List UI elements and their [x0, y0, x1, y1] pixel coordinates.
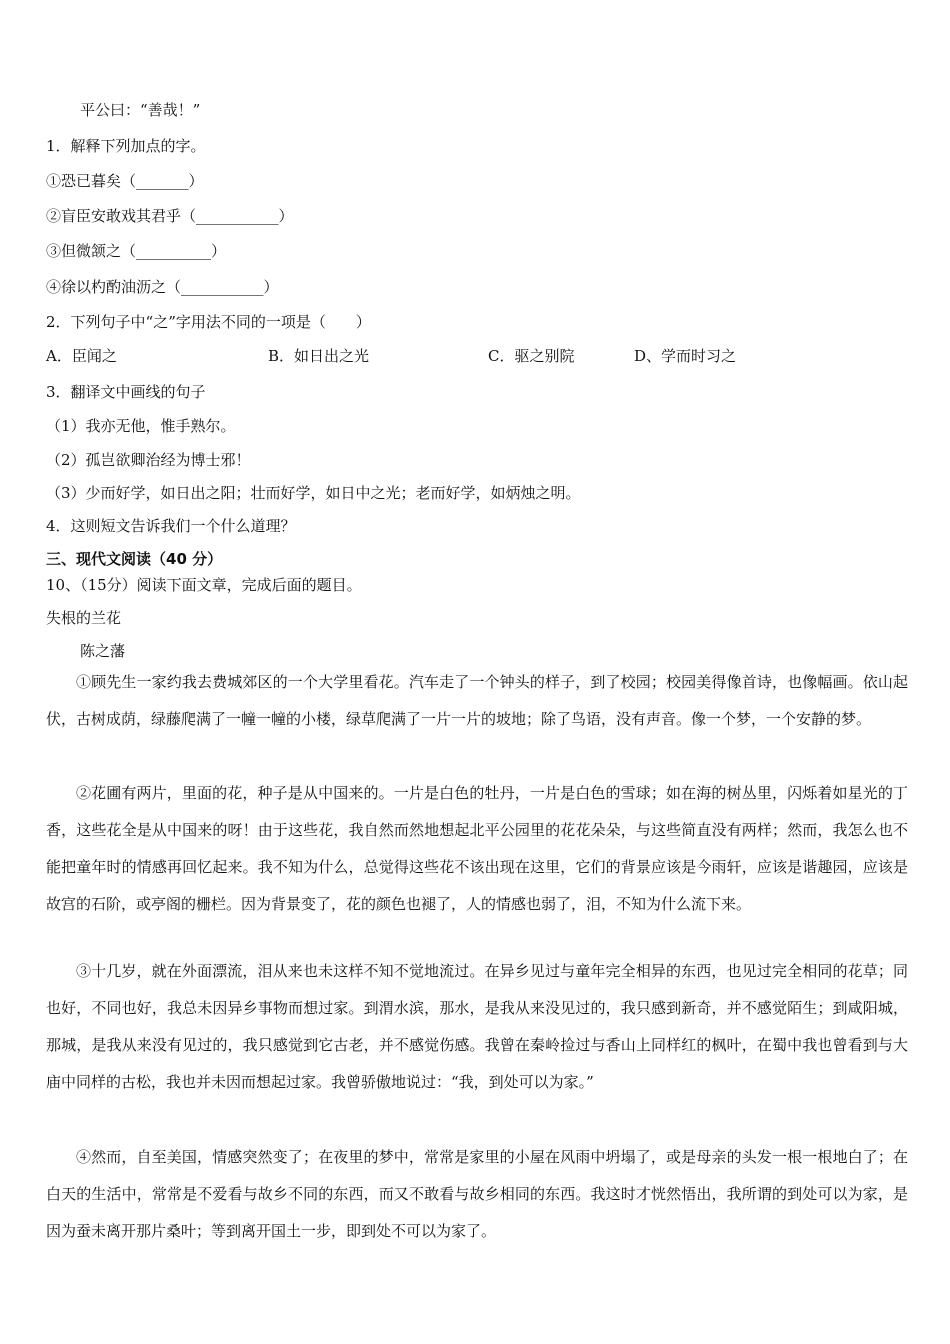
- article-paragraph: ①顾先生一家约我去费城郊区的一个大学里看花。汽车走了一个钟头的样子，到了校园；校园美得像首诗，也像幅画。依山起伏，古树成荫，绿藤爬满了一幢一幢的小楼，绿草爬满了一片一片的坡地；除了鸟语，没有声音。像一个梦，一个安静的梦。: [46, 673, 908, 728]
- q3-title: 3．翻译文中画线的句子: [46, 383, 206, 401]
- q3-item: （1）我亦无他，惟手熟尔。: [46, 417, 236, 435]
- q3-item: （3）少而好学，如日出之阳；壮而好学，如日中之光；老而好学，如炳烛之明。: [46, 484, 581, 502]
- q2-option-c: C．驱之别院: [488, 347, 575, 365]
- section-question: 10、（15分）阅读下面文章，完成后面的题目。: [46, 576, 362, 594]
- q2-option-d: D、学而时习之: [634, 347, 737, 365]
- article-paragraph: ③十几岁，就在外面漂流，泪从来也未这样不知不觉地流过。在异乡见过与童年完全相异的东西，也见过完全相同的花草；同也好，不同也好，我总未因异乡事物而想过家。到渭水滨，那水，是我从来没见过的，我只感到新奇，并不感觉陌生；到咸阳城，那城，是我从来没有见过的，我只感觉到它古老，并不感觉伤感。我曾在秦岭捡过与香山上同样红的枫叶，在蜀中我也曾看到与大庙中同样的古松，我也并未因而想起过家。我曾骄傲地说过：“我，到处可以为家。”: [46, 962, 908, 1091]
- article-paragraph: ④然而，自至美国，情感突然变了；在夜里的梦中，常常是家里的小屋在风雨中坍塌了，或是母亲的头发一根一根地白了；在白天的生活中，常常是不爱看与故乡不同的东西，而又不敢看与故乡相同的东西。我这时才恍然悟出，我所谓的到处可以为家，是因为蚕未离开那片桑叶；等到离开国土一步，即到处不可以为家了。: [46, 1148, 908, 1240]
- opening-line: 平公曰：“善哉！”: [80, 101, 201, 119]
- q3-item: （2）孤岂欲卿治经为博士邪！: [46, 451, 251, 469]
- q2-option-a: A．臣闻之: [46, 347, 117, 365]
- article-author: 陈之藩: [80, 642, 126, 660]
- q1-item: ③但微颔之（__________）: [46, 242, 227, 260]
- article-paragraph: ②花圃有两片，里面的花，种子是从中国来的。一片是白色的牡丹，一片是白色的雪球；如在海的树丛里，闪烁着如星光的丁香，这些花全是从中国来的呀！由于这些花，我自然而然地想起北平公园里的花花朵朵，与这些简直没有两样；然而，我怎么也不能把童年时的情感再回忆起来。我不知为什么，总觉得这些花不该出现在这里，它们的背景应该是今雨轩，应该是谐趣园，应该是故宫的石阶，或亭阁的栅栏。因为背景变了，花的颜色也褪了，人的情感也弱了，泪，不知为什么流下来。: [46, 784, 908, 913]
- q1-title: 1．解释下列加点的字。: [46, 137, 206, 155]
- q1-item: ②盲臣安敢戏其君乎（___________）: [46, 207, 294, 225]
- q4-title: 4．这则短文告诉我们一个什么道理？: [46, 517, 296, 535]
- q1-item: ①恐已暮矣（_______）: [46, 172, 204, 190]
- q2-option-b: B．如日出之光: [268, 347, 370, 365]
- q1-item: ④徐以杓酌油沥之（___________）: [46, 278, 279, 296]
- article-title: 失根的兰花: [46, 609, 122, 627]
- q2-title: 2．下列句子中“之”字用法不同的一项是（ ）: [46, 313, 371, 331]
- section-heading: 三、现代文阅读（40 分）: [46, 550, 223, 568]
